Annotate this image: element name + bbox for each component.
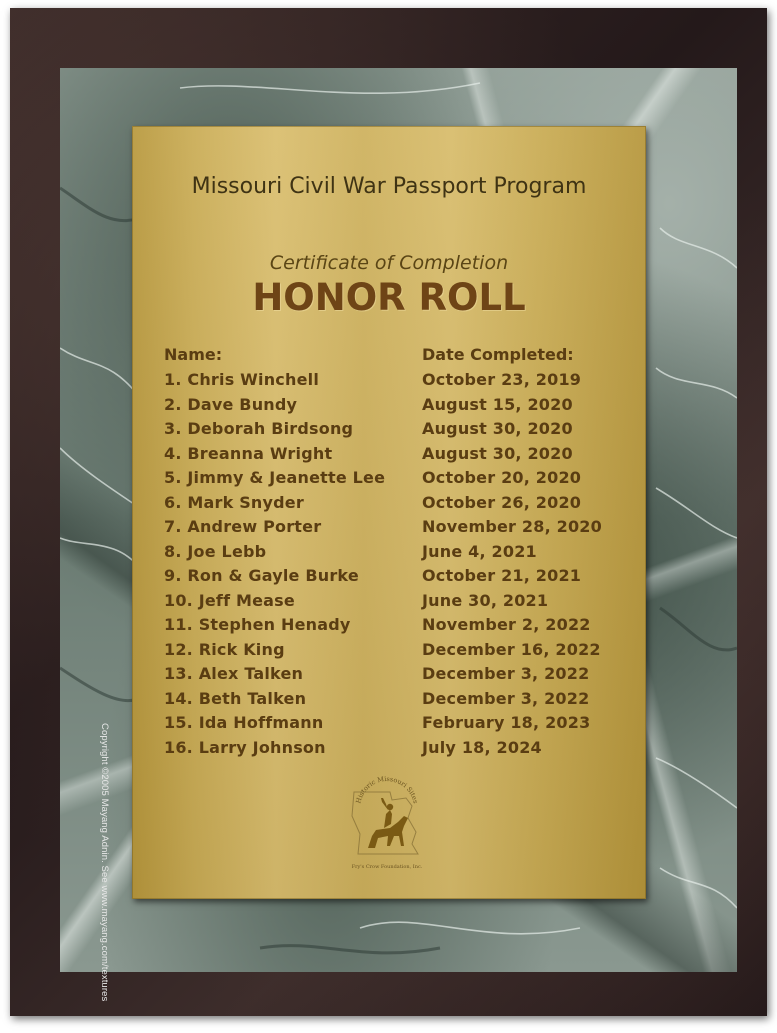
entry-name: 12. Rick King <box>164 639 285 659</box>
entry-name: 11. Stephen Henady <box>164 615 351 634</box>
entry-name: 7. Andrew Porter <box>164 517 322 536</box>
entry-date: August 30, 2020 <box>422 419 573 438</box>
honor-roll-entry <box>132 689 646 714</box>
date-column-header: Date Completed: <box>422 345 574 364</box>
entry-name: 3. Deborah Birdsong <box>164 419 354 438</box>
honor-roll-entry <box>132 640 646 665</box>
entry-date: June 30, 2021 <box>422 590 549 610</box>
entry-date: December 3, 2022 <box>422 688 590 708</box>
honor-roll-entry <box>132 517 646 542</box>
entry-name: 4. Breanna Wright <box>164 443 333 463</box>
honor-roll-entry <box>132 370 646 395</box>
wood-frame <box>10 8 767 1016</box>
name-column-header: Name: <box>164 345 223 364</box>
entry-date: December 16, 2022 <box>422 639 601 659</box>
entry-date: October 26, 2020 <box>422 492 582 512</box>
entry-date: February 18, 2023 <box>422 713 591 732</box>
gold-plaque <box>132 126 646 899</box>
watermark-text: Copyright ©2005 Mayang Adnin. See www.mayang.com/textures <box>99 723 110 1002</box>
honor-roll-entry <box>132 468 646 493</box>
entry-date: June 4, 2021 <box>422 541 537 561</box>
svg-text:Historic Missouri Sites <box>354 775 419 804</box>
entry-date: August 15, 2020 <box>422 394 573 414</box>
copyright-watermark <box>98 723 110 1033</box>
honor-roll-entry <box>132 395 646 420</box>
entry-date: November 28, 2020 <box>422 517 602 536</box>
entry-name: 2. Dave Bundy <box>164 394 298 414</box>
honor-roll-entry <box>132 542 646 567</box>
entry-name: 14. Beth Talken <box>164 688 307 708</box>
entry-name: 15. Ida Hoffmann <box>164 713 324 732</box>
honor-roll-heading: HONOR ROLL <box>252 276 526 319</box>
entry-name: 13. Alex Talken <box>164 664 304 683</box>
missouri-horse-rider-logo-icon <box>346 774 428 876</box>
entry-name: 8. Joe Lebb <box>164 541 267 561</box>
honor-roll-list <box>132 370 646 762</box>
honor-roll-entry <box>132 591 646 616</box>
entry-name: 9. Ron & Gayle Burke <box>164 566 359 585</box>
entry-date: November 2, 2022 <box>422 615 591 634</box>
entry-name: 1. Chris Winchell <box>164 370 320 389</box>
honor-roll-entry <box>132 444 646 469</box>
entry-date: October 20, 2020 <box>422 468 582 487</box>
honor-roll-entry <box>132 615 646 640</box>
entry-date: July 18, 2024 <box>422 737 542 757</box>
seal-ring-text: Historic Missouri Sites <box>354 774 420 805</box>
honor-roll-entry <box>132 566 646 591</box>
entry-date: October 23, 2019 <box>422 370 582 389</box>
honor-roll-entry <box>132 664 646 689</box>
honor-roll-entry <box>132 738 646 763</box>
honor-roll-entry <box>132 419 646 444</box>
certificate-subtitle: Certificate of Completion <box>269 252 509 274</box>
honor-roll-entry <box>132 493 646 518</box>
entry-name: 16. Larry Johnson <box>164 737 326 757</box>
entry-date: October 21, 2021 <box>422 566 582 585</box>
entry-date: December 3, 2022 <box>422 664 590 683</box>
entry-name: 5. Jimmy & Jeanette Lee <box>164 468 386 487</box>
entry-name: 6. Mark Snyder <box>164 492 304 512</box>
program-title: Missouri Civil War Passport Program <box>191 174 587 199</box>
entry-date: August 30, 2020 <box>422 443 573 463</box>
honor-roll-entry <box>132 713 646 738</box>
entry-name: 10. Jeff Mease <box>164 590 295 610</box>
seal-foundation-text: Fry's Crow Foundation, Inc. <box>351 864 423 870</box>
